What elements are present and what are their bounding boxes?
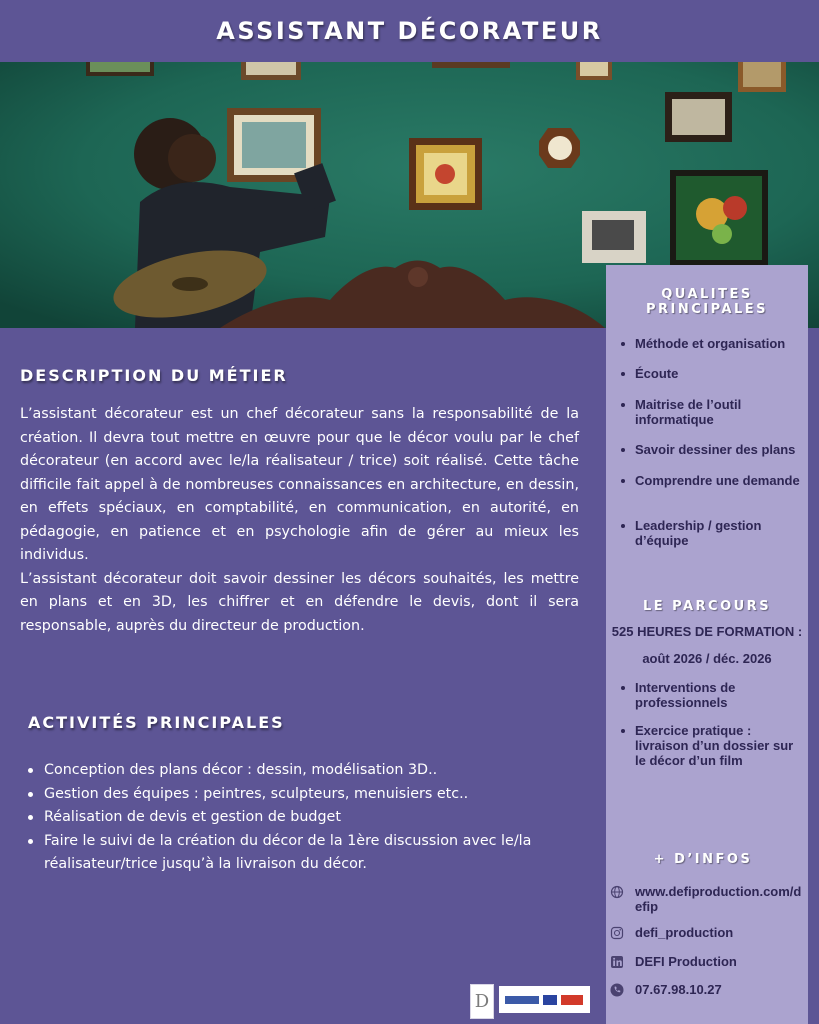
description-heading: DESCRIPTION DU MÉTIER: [20, 366, 288, 385]
phone-number[interactable]: 07.67.98.10.27: [635, 982, 722, 997]
list-item: Exercice pratique : livraison d’un dossier sur le décor d’un film: [606, 723, 808, 768]
defi-logo-mark: D: [474, 990, 490, 1012]
phone-icon: [610, 983, 624, 997]
activities-heading: ACTIVITÉS PRINCIPALES: [28, 713, 285, 732]
website-link[interactable]: www.defiproduction.com/defip: [635, 884, 802, 914]
list-item: Savoir dessiner des plans: [606, 442, 808, 457]
list-item: Méthode et organisation: [606, 336, 808, 351]
list-item: Comprendre une demande: [606, 473, 808, 488]
list-item: Réalisation de devis et gestion de budget: [20, 806, 590, 830]
activities-list: [20, 759, 590, 877]
list-item: Écoute: [606, 366, 808, 381]
list-item: Leadership / gestion d’équipe: [606, 518, 808, 548]
phone-row[interactable]: [606, 982, 808, 997]
linkedin-icon: [610, 955, 624, 969]
qualities-list: [606, 366, 808, 381]
list-item: Conception des plans décor : dessin, modélisation 3D..: [20, 759, 590, 783]
infos-heading: + D’INFOS: [653, 852, 753, 867]
parcours-list: [606, 680, 808, 710]
parcours-heading: LE PARCOURS: [642, 599, 772, 614]
qualities-list: [606, 397, 808, 427]
partner-logos: [499, 986, 590, 1013]
parcours-list: [606, 723, 808, 768]
website-row[interactable]: [606, 884, 808, 914]
defi-logo: [470, 984, 494, 1019]
description-paragraph: L’assistant décorateur est un chef décorateur sans la responsabilité de la création. Il devra tout mettre en œuvre pour que le décor voulu par le chef décorateur (en accord avec le/la réalisateur / trice) soit réalisé. Cette tâche difficile fait appel à de nombreuses connaissances en architecture, en dessin, en effets spéciaux, en comptabilité, en communication, en autorité, en pédagogie, en patience et en psychologie afin de gérer au mieux les individus.: [20, 406, 579, 563]
qualities-list: [606, 442, 808, 457]
partner-logos-icon: [503, 993, 587, 1007]
globe-icon: [610, 885, 624, 899]
parcours-hours: 525 HEURES DE FORMATION :: [611, 624, 803, 639]
list-item: Faire le suivi de la création du décor de la 1ère discussion avec le/la réalisateur/trice jusqu’à la livraison du décor.: [20, 830, 590, 877]
linkedin-row[interactable]: [606, 954, 808, 969]
qualities-list: [606, 336, 808, 351]
description-text: [20, 403, 579, 638]
qualities-list: [606, 518, 808, 548]
instagram-link[interactable]: defi_production: [635, 925, 734, 940]
sidebar: [606, 265, 808, 1024]
description-paragraph: L’assistant décorateur doit savoir dessiner les décors souhaités, les mettre en plans et en 3D, les chiffrer et en défendre le devis, dont il sera responsable, auprès du directeur de production.: [20, 570, 579, 634]
instagram-icon: [610, 926, 624, 940]
list-item: Gestion des équipes : peintres, sculpteurs, menuisiers etc..: [20, 783, 590, 807]
qualities-heading: QUALITES PRINCIPALES: [645, 287, 769, 317]
linkedin-link[interactable]: DEFI Production: [635, 954, 737, 969]
parcours-dates: août 2026 / déc. 2026: [642, 651, 772, 666]
qualities-list: [606, 473, 808, 488]
title-bar: [0, 0, 819, 62]
instagram-row[interactable]: [606, 925, 808, 940]
list-item: Interventions de professionnels: [606, 680, 808, 710]
list-item: Maitrise de l’outil informatique: [606, 397, 808, 427]
page-title: ASSISTANT DÉCORATEUR: [216, 17, 603, 45]
